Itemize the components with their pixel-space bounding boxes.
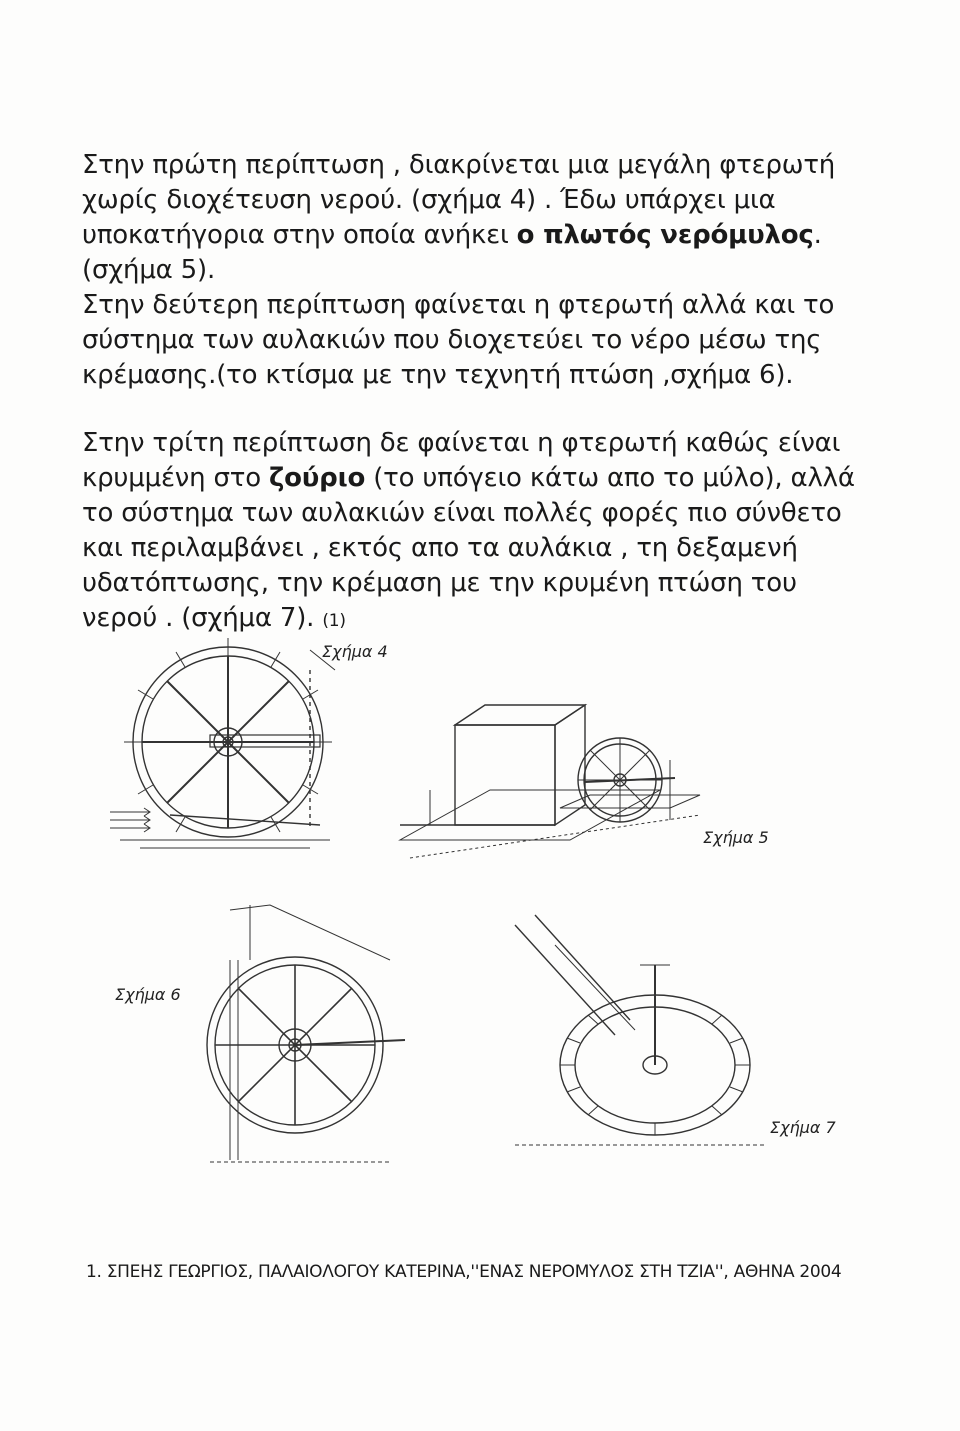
figure-4-drawing [110, 630, 340, 855]
figure-4-caption: Σχήμα 4 [322, 642, 388, 661]
figure-7-hidden-fall [505, 905, 775, 1155]
paragraph-first-text-end: .(σχήμα 5). [82, 220, 822, 285]
paragraph-first-text-start: Στην πρώτη περίπτωση , διακρίνεται μια μεγάλη φτερωτή χωρίς διοχέτευση νερού. (σχήμα 4) . Έδω υπάρχει μια υποκατήγορια στην οποία ανήκει [82, 150, 836, 250]
figure-6-artificial-fall [190, 900, 410, 1170]
figure-4-waterwheel [110, 630, 340, 855]
paragraph-third-bold-term: ζούριο [268, 463, 366, 493]
footnote-reference: (1) [322, 611, 346, 631]
paragraph-third-text-start: Στην τρίτη περίπτωση δε φαίνεται η φτερωτή καθώς είναι κρυμμένη στο [82, 428, 841, 493]
figure-6-drawing [190, 900, 410, 1170]
paragraph-third-case [82, 426, 872, 639]
paragraph-first-case [82, 148, 872, 288]
figure-5-caption: Σχήμα 5 [703, 828, 769, 847]
figure-7-caption: Σχήμα 7 [770, 1118, 836, 1137]
paragraph-first-bold-term: ο πλωτός νερόμυλος [516, 220, 814, 250]
figure-7-drawing [505, 905, 775, 1155]
footnote-citation: 1. ΣΠΕΗΣ ΓΕΩΡΓΙΟΣ, ΠΑΛΑΙΟΛΟΓΟΥ ΚΑΤΕΡΙΝΑ,''ΕΝΑΣ ΝΕΡΟΜΥΛΟΣ ΣΤΗ ΤΖΙΑ'', ΑΘΗΝΑ 2004 [86, 1262, 842, 1282]
figure-5-drawing [370, 700, 710, 870]
paragraph-third-text-end: (το υπόγειο κάτω απο το μύλο), αλλά το σύστημα των αυλακιών είναι πολλές φορές πιο σύνθετο και περιλαμβάνει , εκτός απο τα αυλάκια , τη δεξαμενή υδατόπτωσης, την κρέμαση με την κρυμένη πτώση του νερού . (σχήμα 7). [82, 463, 855, 633]
figure-5-floating-mill [370, 700, 710, 870]
paragraph-second-case: Στην δεύτερη περίπτωση φαίνεται η φτερωτή αλλά και το σύστημα των αυλακιών που διοχετεύει το νέρο μέσω της κρέμασης.(το κτίσμα με την τεχνητή πτώση ,σχήμα 6). [82, 290, 835, 390]
figure-6-caption: Σχήμα 6 [115, 985, 181, 1004]
